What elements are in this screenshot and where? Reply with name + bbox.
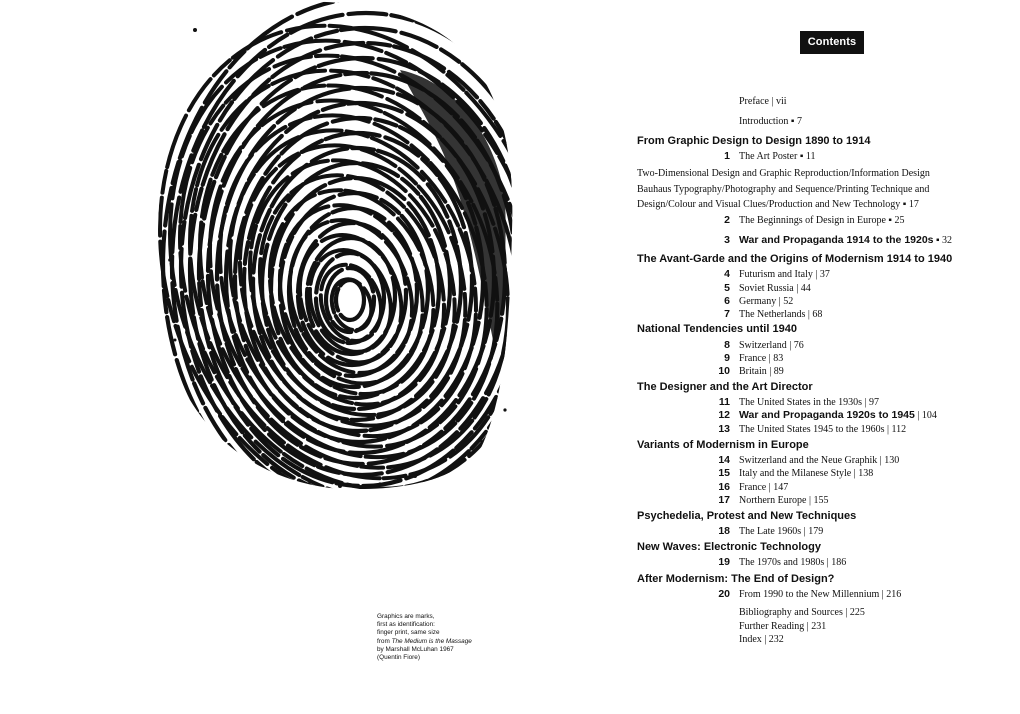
chapter-number: 14 [718,454,730,466]
toc-chapter[interactable] [714,409,937,422]
chapter-number: 2 [724,214,730,226]
chapter-number: 13 [718,423,730,435]
toc-chapter[interactable] [714,454,899,467]
caption-from: from [377,637,392,645]
chapter-number: 4 [724,268,730,280]
toc-section-heading[interactable]: From Graphic Design to Design 1890 to 1914 [637,135,871,147]
caption-line: finger print, same size [377,629,440,637]
caption-line: (Quentin Fiore) [377,654,420,662]
toc-section-heading[interactable]: New Waves: Electronic Technology [637,541,821,553]
chapter-number: 19 [718,556,730,568]
chapter-title: Northern Europe | 155 [739,495,829,506]
toc-section-heading[interactable]: The Avant-Garde and the Origins of Modernism 1914 to 1940 [637,253,953,265]
chapter-number: 16 [718,481,730,493]
toc-chapter[interactable] [714,481,788,494]
chapter-title: Futurism and Italy | 37 [739,269,830,280]
contents-heading: Contents [800,31,864,54]
toc-chapter[interactable] [714,234,952,247]
toc-chapter[interactable] [714,339,804,352]
toc-chapter[interactable] [714,423,906,436]
subtopics-line: Two-Dimensional Design and Graphic Reproduction/Information Design [637,168,930,179]
toc-chapter[interactable] [714,396,879,409]
chapter-number: 3 [724,234,730,246]
toc-chapter[interactable] [714,214,904,227]
toc-section-heading[interactable]: National Tendencies until 1940 [637,323,797,335]
toc-chapter[interactable] [714,282,811,295]
chapter-title: The United States in the 1930s | 97 [739,397,880,408]
toc-chapter[interactable] [714,556,846,569]
chapter-title: France | 83 [739,353,784,364]
chapter-title: Switzerland and the Neue Graphik | 130 [739,455,900,466]
caption-book-title: The Medium is the Massage [391,637,472,645]
chapter-title: The United States 1945 to the 1960s | 112 [739,424,907,435]
subtopics-line: Bauhaus Typography/Photography and Sequence/Printing Technique and [637,183,930,195]
chapter-number: 1 [724,150,730,162]
chapter-number: 12 [718,409,730,421]
caption-line: Graphics are marks, [377,613,435,620]
chapter-title: The 1970s and 1980s | 186 [739,557,847,568]
chapter-title: Germany | 52 [739,296,794,307]
toc-chapter[interactable] [714,525,823,538]
subtopics-line: Design/Colour and Visual Clues/Production and New Technology ▪ 17 [637,199,919,210]
chapter-title: The Beginnings of Design in Europe ▪ 25 [739,215,905,226]
caption-line: by Marshall McLuhan 1967 [377,645,454,653]
chapter-number: 18 [718,525,730,537]
chapter-title: Switzerland | 76 [739,340,804,351]
chapter-number: 20 [718,588,730,600]
chapter-title: War and Propaganda 1914 to the 1920s [739,234,934,246]
chapter-title: The Netherlands | 68 [739,309,823,320]
toc-chapter[interactable] [714,295,793,308]
toc-section-heading[interactable]: Psychedelia, Protest and New Techniques [637,510,857,522]
toc-bibliography[interactable]: Bibliography and Sources | 225 [739,607,865,618]
chapter-number: 7 [724,308,730,320]
caption-line: first as identification: [377,621,435,629]
chapter-title: The Art Poster ▪ 11 [739,151,816,162]
chapter-title: Britain | 89 [739,366,784,377]
chapter-title: Italy and the Milanese Style | 138 [739,468,874,479]
chapter-title: War and Propaganda 1920s to 1945 [739,409,915,421]
chapter-title: From 1990 to the New Millennium | 216 [739,589,902,600]
toc-preface[interactable]: Preface | vii [739,96,787,107]
chapter-page: ▪ 32 [933,235,953,246]
toc-subtopics [637,166,967,213]
toc-chapter[interactable] [714,308,822,321]
chapter-number: 9 [724,352,730,364]
toc-index[interactable]: Index | 232 [739,634,784,645]
chapter-number: 17 [718,494,730,506]
toc-chapter[interactable] [714,268,830,281]
toc-chapter[interactable] [714,352,783,365]
chapter-number: 8 [724,339,730,351]
chapter-number: 10 [718,365,730,377]
toc-chapter[interactable] [714,494,828,507]
toc-chapter[interactable] [714,150,816,163]
chapter-page: | 104 [914,410,937,421]
chapter-number: 11 [718,396,730,408]
chapter-number: 6 [724,295,730,307]
toc-chapter[interactable] [714,467,873,480]
toc-section-heading[interactable]: After Modernism: The End of Design? [637,573,835,585]
toc-chapter[interactable] [714,588,901,601]
chapter-number: 5 [724,282,730,294]
chapter-title: The Late 1960s | 179 [739,526,824,537]
toc-introduction[interactable]: Introduction ▪ 7 [739,116,802,127]
toc-further-reading[interactable]: Further Reading | 231 [739,621,827,632]
chapter-title: Soviet Russia | 44 [739,283,811,294]
toc-section-heading[interactable]: The Designer and the Art Director [637,381,813,393]
chapter-title: France | 147 [739,482,789,493]
toc-section-heading[interactable]: Variants of Modernism in Europe [637,439,809,451]
chapter-number: 15 [718,467,730,479]
toc-chapter[interactable] [714,365,784,378]
